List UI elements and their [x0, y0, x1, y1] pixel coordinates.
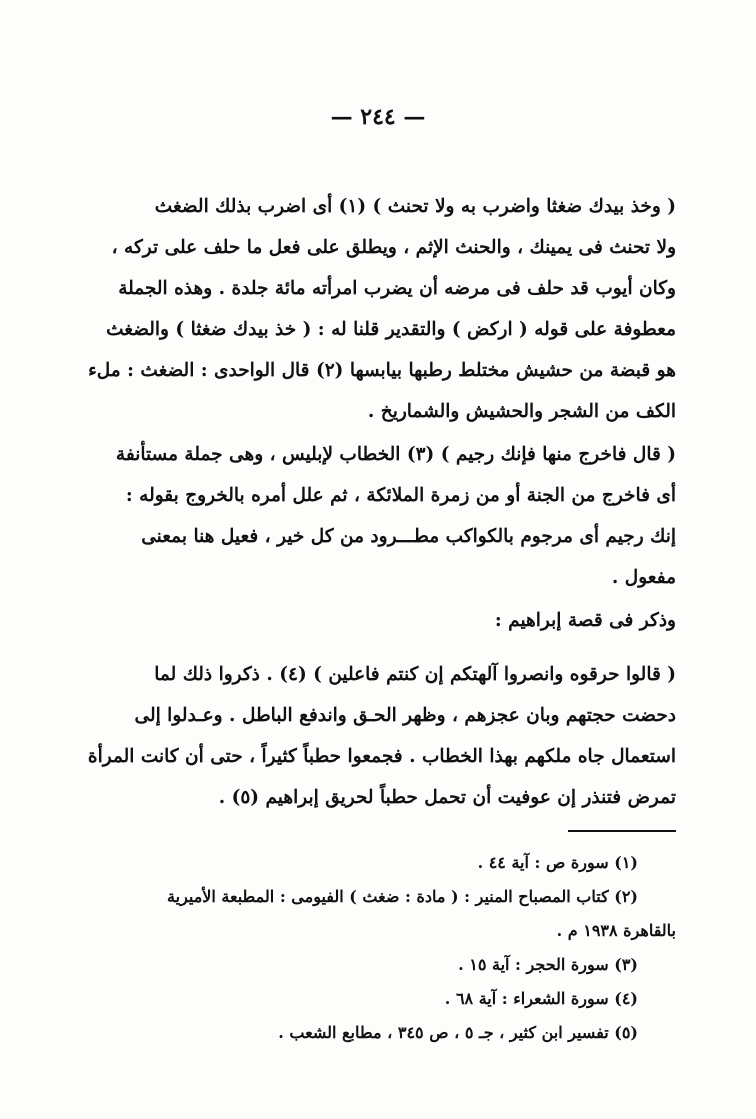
footnote-divider: [568, 830, 676, 832]
text-line: الكف من الشجر والحشيش والشماريخ .: [367, 401, 676, 422]
text-line: وذكر فى قصة إبراهيم :: [494, 610, 676, 631]
footnote-2: (٢) كتاب المصباح المنير : ( مادة : ضغث ) الفيومى : المطبعة الأميرية: [167, 887, 638, 906]
text-line: وكان أيوب قد حلف فى مرضه أن يضرب امرأته مائة جلدة . وهذه الجملة: [118, 278, 676, 299]
footnote-5: (٥) تفسير ابن كثير ، جـ ٥ ، ص ٣٤٥ ، مطابع الشعب .: [278, 1023, 638, 1042]
text-line: أى فاخرج من الجنة أو من زمرة الملائكة ، ثم علل أمره بالخروج بقوله :: [125, 485, 676, 506]
footnote-2-continued: بالقاهرة ١٩٣٨ م .: [556, 921, 676, 940]
footnote-1: (١) سورة ص : آية ٤٤ .: [477, 853, 638, 872]
page-number: — ٢٤٤ —: [330, 104, 426, 130]
text-line: ( قال فاخرج منها فإنك رجيم ) (٣) الخطاب لإبليس ، وهى جملة مستأنفة: [115, 444, 676, 465]
text-line: دحضت حجتهم وبان عجزهم ، وظهر الحـق واندفع الباطل . وعـدلوا إلى: [134, 705, 676, 726]
text-line: إنك رجيم أى مرجوم بالكواكب مطـــرود من كل خير ، فعيل هنا بمعنى: [141, 526, 676, 547]
footnotes: [64, 846, 676, 1050]
text-line: ولا تحنث فى يمينك ، والحنث الإثم ، ويطلق على فعل ما حلف على تركه ،: [111, 237, 676, 258]
text-line: ( وخذ بيدك ضغثا واضرب به ولا تحنث ) (١) أى اضرب بذلك الضغث: [154, 196, 676, 217]
text-line: استعمال جاه ملكهم بهذا الخطاب . فجمعوا حطباً كثيراً ، حتى أن كانت المرأة: [87, 746, 676, 767]
paragraph-iblis: [64, 434, 676, 598]
text-line: مفعول .: [611, 567, 676, 588]
footnote-4: (٤) سورة الشعراء : آية ٦٨ .: [444, 989, 638, 1008]
footnote-3: (٣) سورة الحجر : آية ١٥ .: [458, 955, 638, 974]
paragraph-ibrahim: [64, 654, 676, 818]
text-line: ( قالوا حرقوه وانصروا آلهتكم إن كنتم فاعلين ) (٤) . ذكروا ذلك لما: [154, 664, 676, 685]
text-line: تمرض فتنذر إن عوفيت أن تحمل حطباً لحريق إبراهيم (٥) .: [218, 787, 676, 808]
paragraph-ibrahim-heading: [64, 600, 676, 641]
text-line: معطوفة على قوله ( اركض ) والتقدير قلنا له : ( خذ بيدك ضغثا ) والضغث: [106, 319, 676, 340]
text-line: هو قبضة من حشيش مختلط رطبها بيابسها (٢) قال الواحدى : الضغث : ملء: [88, 360, 676, 381]
paragraph-ayyub: [64, 186, 676, 432]
